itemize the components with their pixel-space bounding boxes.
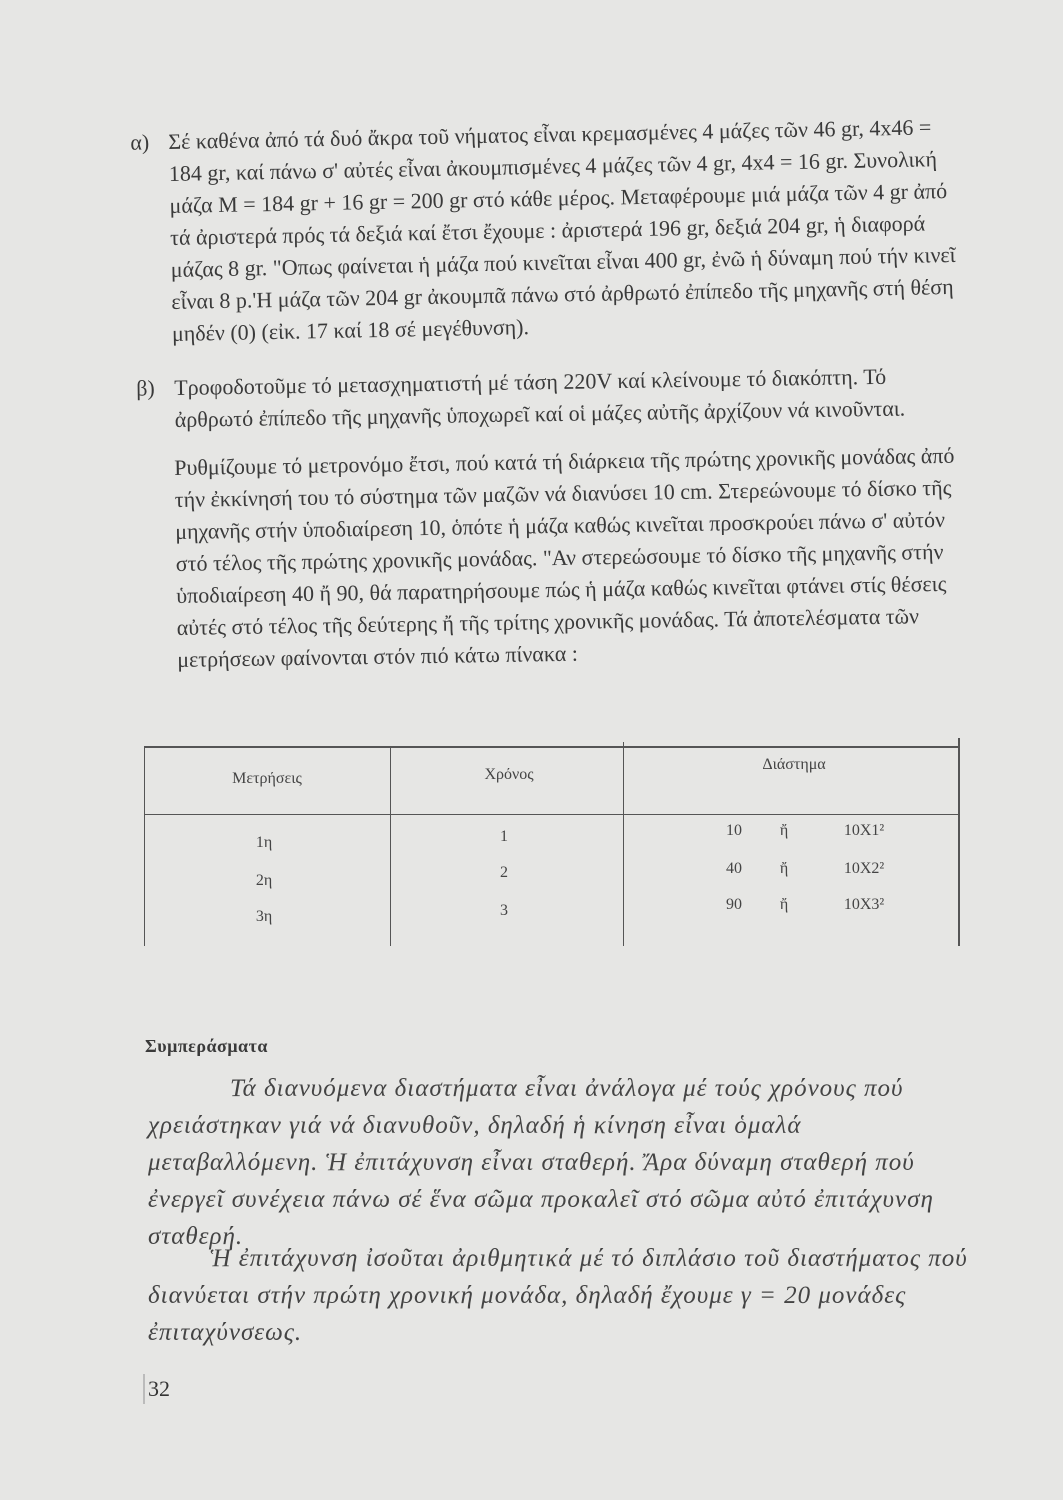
row-1-formula: 10X1² — [843, 822, 885, 839]
paragraph-a-text: Σέ καθένα ἀπό τά δυό ἄκρα τοῦ νήματος εἶναι κρεμασμένες 4 μάζες τῶν 46 gr, 4x46 = 184 gr, καί πάνω σ' αὐτές εἶναι ἀκουμπισμένες 4 μάζες τῶν 4 gr, 4x4 = 16 gr. Συνολική μάζα Μ = 184 gr + 16 gr = 200 gr στό κάθε μέρος. Μεταφέρουμε μιά μάζα τῶν 4 gr ἀπό τά ἀριστερά πρός τά δεξιά καί ἔτσι ἔχουμε : ἀριστερά 196 gr, δεξιά 204 gr, ἡ διαφορά μάζας 8 gr. "Οπως φαίνεται ἡ μάζα πού κινεῖται εἶναι 400 gr, ἐνῶ ἡ δύναμη πού τήν κινεῖ εἶναι 8 p.'Η μάζα τῶν 204 gr ἀκουμπᾶ πάνω στό ἀρθρωτό ἐπίπεδο τῆς μηχανῆς στή θέση μηδέν (0) (εἰκ. 17 καί 18 σέ μεγέθυνση). — [168, 114, 956, 346]
row-3-distance: 90 — [726, 896, 742, 913]
row-1-measure: 1η — [255, 834, 273, 851]
row-3-or: ἤ — [779, 896, 789, 913]
paragraph-c — [174, 440, 962, 676]
paragraph-c-text: Ρυθμίζουμε τό μετρονόμο ἔτσι, πού κατά τή διάρκεια τῆς πρώτης χρονικῆς μονάδας ἀπό τήν ἐκκίνησή του τό σύστημα τῶν μαζῶν νά διανύσει 10 cm. Στερεώνουμε τό δίσκο τῆς μηχανῆς στήν ὑποδιαίρεση 10, ὁπότε ἡ μάζα καθώς κινεῖται προσκρούει πάνω σ' αὐτόν στό τέλος τῆς πρώτης χρονικῆς μονάδας. "Αν στερεώσουμε τό δίσκο τῆς μηχανῆς στήν ὑποδιαίρεση 40 ἤ 90, θά παρατηρήσουμε πώς ἡ μάζα καθώς κινεῖται φτάνει στίς θέσεις αὐτές στό τέλος τῆς δεύτερης ἤ τῆς τρίτης χρονικῆς μονάδας. Τά ἀποτελέσματα τῶν μετρήσεων φαίνονται στόν πιό κάτω πίνακα : — [174, 442, 955, 672]
paragraph-b — [136, 360, 960, 436]
paragraph-b-label: β) — [136, 375, 155, 401]
table-top-rule — [144, 746, 960, 748]
row-2-measure: 2η — [255, 872, 273, 889]
row-3-formula: 10X3² — [843, 896, 885, 913]
row-1-distance: 10 — [726, 822, 742, 839]
row-2-time: 2 — [500, 864, 508, 881]
row-3-time: 3 — [500, 902, 508, 919]
conclusions-paragraph-2: Ἡ ἐπιτάχυνση ἰσοῦται ἀριθμητικά μέ τό διπλάσιο τοῦ διαστήματος πού διανύεται στήν πρώτη χρονική μονάδα, δηλαδή ἔχουμε γ = 20 μονάδες ἐπιταχύνσεως. — [148, 1245, 968, 1346]
paragraph-a-label: α) — [130, 129, 150, 155]
row-1-or: ἤ — [779, 822, 789, 839]
header-time: Χρόνος — [484, 766, 534, 783]
margin-mark — [143, 1374, 145, 1404]
conclusions-paragraph-1: Τά διανυόμενα διαστήματα εἶναι ἀνάλογα μέ τούς χρόνους πού χρειάστηκαν γιά νά διανυθοῦν, δηλαδή ἡ κίνηση εἶναι ὁμαλά μεταβαλλόμενη. Ἡ ἐπιτάχυνση εἶναι σταθερή. Ἄρα δύναμη σταθερή πού ἐνεργεῖ συνέχεια πάνω σέ ἕνα σῶμα προκαλεῖ στό σῶμα αὐτό ἐπιτάχυνση σταθερή. — [148, 1075, 934, 1250]
paragraph-b-text: Τροφοδοτοῦμε τό μετασχηματιστή μέ τάση 220V καί κλείνουμε τό διακόπτη. Τό ἀρθρωτό ἐπίπεδο τῆς μηχανῆς ὑποχωρεῖ καί οἱ μάζες αὐτῆς ἀρχίζουν νά κινοῦνται. — [174, 363, 906, 432]
header-measurements: Μετρήσεις — [232, 770, 302, 787]
header-distance: Διάστημα — [762, 756, 826, 773]
row-2-or: ἤ — [779, 860, 789, 877]
table-header-rule — [144, 814, 960, 815]
row-1-time: 1 — [500, 828, 508, 845]
row-2-formula: 10X2² — [843, 860, 885, 877]
table-col-rule-2 — [623, 742, 624, 946]
row-3-measure: 3η — [255, 908, 273, 925]
row-2-distance: 40 — [726, 860, 742, 877]
paragraph-a — [130, 111, 962, 350]
measurements-table — [144, 738, 960, 946]
page-number: 32 — [148, 1376, 170, 1401]
conclusions-title: Συμπεράσματα — [145, 1036, 268, 1056]
table-right-rule — [958, 738, 960, 946]
table-col-rule-1 — [390, 746, 391, 946]
